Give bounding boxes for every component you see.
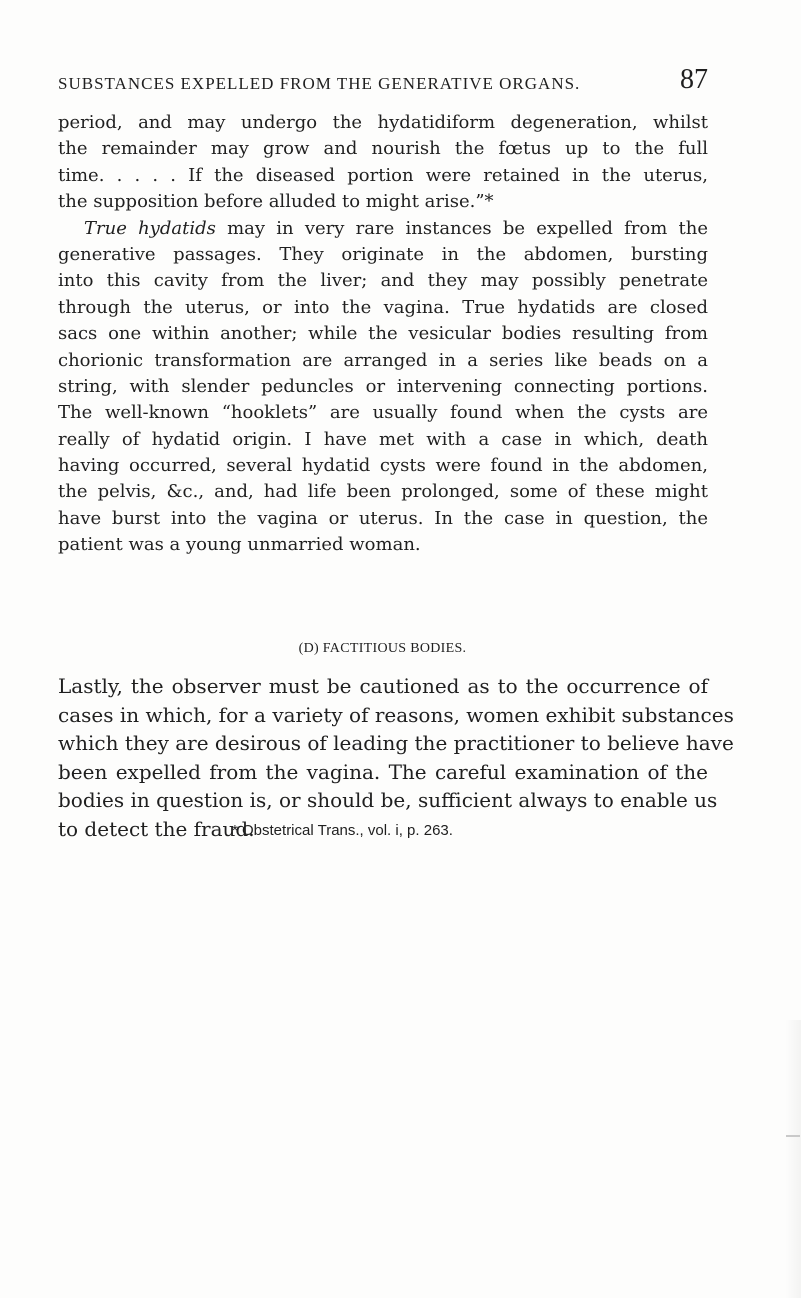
text-line: have burst into the vagina or uterus. In the case in question, the [58,507,708,529]
text-line: patient was a young unmarried woman. [58,534,421,556]
text-line: to detect the fraud. [58,816,255,841]
body-text [58,110,708,559]
text-line: having occurred, several hydatid cysts were found in the abdomen, [58,455,708,477]
text-line: which they are desirous of leading the practitioner to believe have [58,731,734,755]
text-line: generative passages. They originate in the abdomen, bursting [58,243,708,265]
text-line: Lastly, the observer must be cautioned as to the occurrence of [58,674,708,698]
section-text [58,672,734,843]
text-line: through the uterus, or into the vagina. True hydatids are closed [58,296,708,318]
text-line: string, with slender peduncles or intervening connecting portions. [58,375,708,397]
section-heading: (D) FACTITIOUS BODIES. [298,641,467,656]
text-line: into this cavity from the liver; and they may possibly penetrate [58,270,708,292]
text-line: the pelvis, &c., and, had life been prolonged, some of these might [58,481,708,503]
italic-term: True hydatids [84,217,216,239]
running-title: SUBSTANCES EXPELLED FROM THE GENERATIVE ORGANS. [58,74,581,93]
running-header [58,64,708,100]
text-line: time. . . . . If the diseased portion were retained in the uterus, [58,164,708,186]
text-line: bodies in question is, or should be, sufficient always to enable us [58,788,718,812]
page-number: 87 [680,64,708,95]
page-edge-shadow [785,1020,801,1298]
text-line: really of hydatid origin. I have met with a case in which, death [58,428,708,450]
footnote: * Obstetrical Trans., vol. i, p. 263. [232,822,453,839]
text-line: cases in which, for a variety of reasons, women exhibit substances [58,702,734,727]
text-line: The well-known “hooklets” are usually found when the cysts are [58,402,708,424]
margin-mark [786,1135,800,1137]
paragraph-opening-line [58,216,708,242]
text-line: chorionic transformation are arranged in a series like beads on a [58,349,708,371]
text-line: been expelled from the vagina. The careful examination of the [58,759,708,784]
text-line: the remainder may grow and nourish the fœtus up to the full [58,138,708,160]
text-line: period, and may undergo the hydatidiform degeneration, whilst [58,112,708,133]
text-fragment: may in very rare instances be expelled from the [215,217,709,239]
text-line: the supposition before alluded to might arise.”* [58,191,494,213]
text-line: sacs one within another; while the vesicular bodies resulting from [58,323,708,345]
